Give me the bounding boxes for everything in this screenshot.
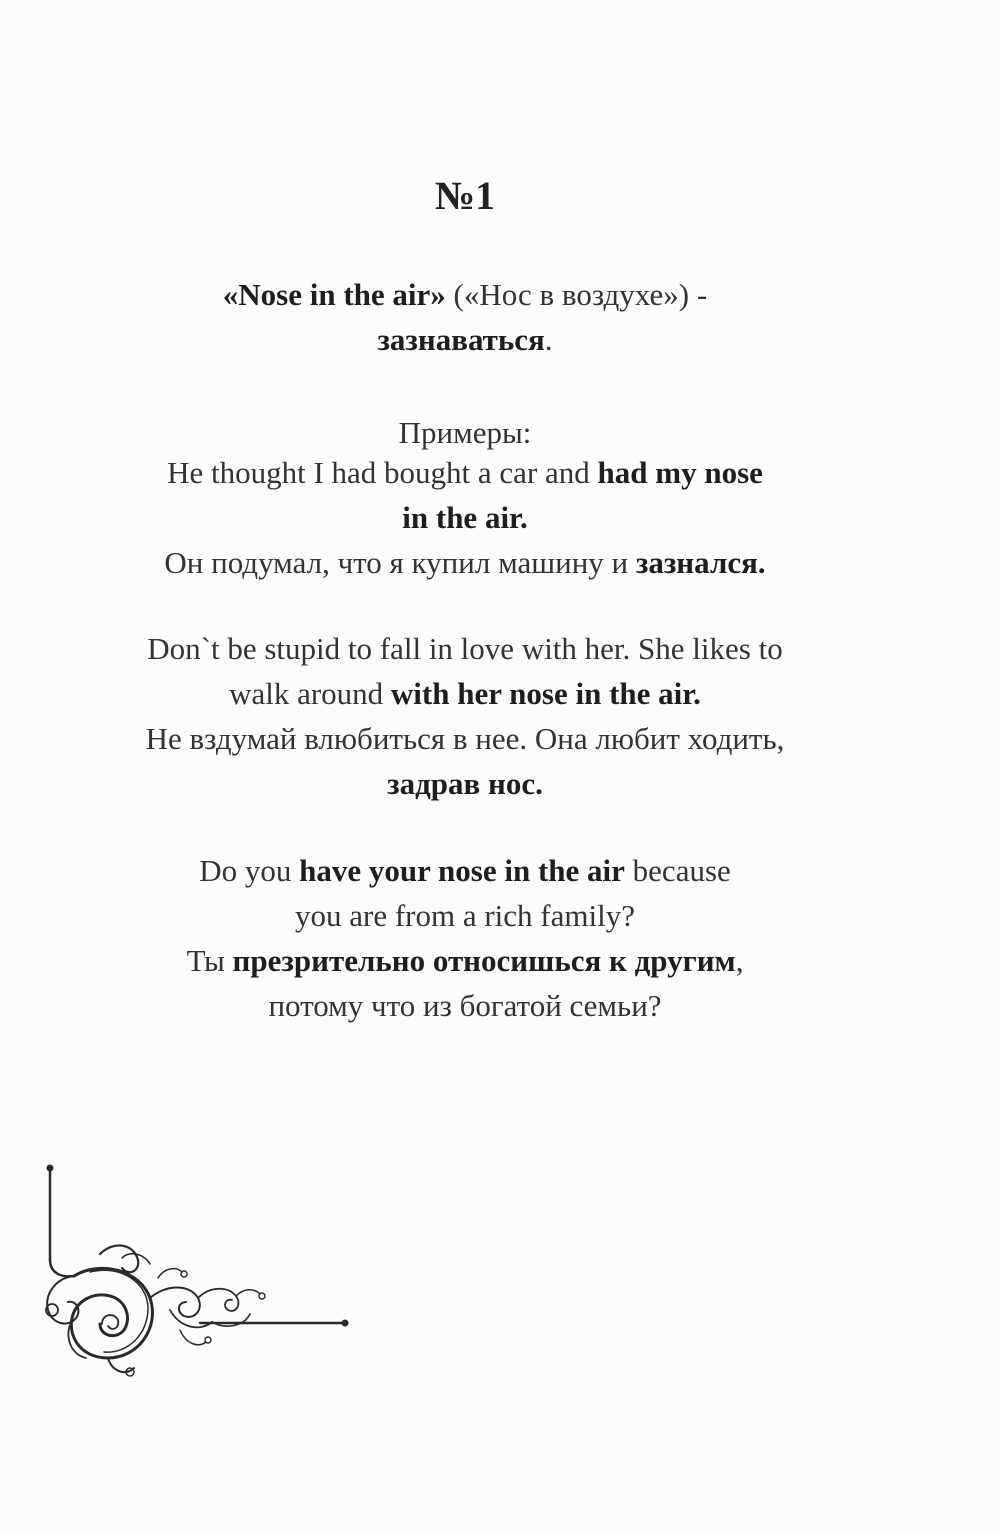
example-1-ru-line (0, 540, 930, 585)
example-3-ru-text-a: Ты (186, 943, 233, 978)
flourish-corner-ornament-icon (30, 1160, 360, 1380)
example-3-ru-text-c: , (735, 943, 744, 978)
example-1-en-idiom: had my nose (597, 455, 763, 490)
examples-label: Примеры: (398, 415, 532, 450)
example-3-en-text-a: Do you (199, 853, 300, 888)
example-1 (0, 450, 930, 585)
example-2-ru-line1: Не вздумай влюбиться в нее. Она любит ходить, (145, 721, 785, 756)
idiom-meaning: зазнаваться (377, 322, 545, 357)
example-3-en-line2: you are from a rich family? (295, 898, 635, 933)
example-2-en-line2 (0, 671, 930, 716)
example-1-en-text: He thought I had bought a car and (167, 455, 598, 490)
idiom-heading-line2 (0, 317, 930, 362)
example-3-en-idiom: have your nose in the air (299, 853, 625, 888)
example-1-ru-text: Он подумал, что я купил машину и (164, 545, 636, 580)
example-1-ru-idiom: зазнался. (635, 545, 766, 580)
example-1-en-line2: in the air. (402, 500, 528, 535)
example-3-en-text-c: because (624, 853, 731, 888)
example-2 (0, 626, 930, 806)
example-2-en-line1: Don`t be stupid to fall in love with her. She likes to (147, 631, 783, 666)
idiom-meaning-period: . (544, 322, 553, 357)
example-3-ru-line1 (0, 938, 930, 983)
idiom-heading-line1 (0, 272, 930, 317)
example-3-ru-idiom: презрительно относишься к другим (232, 943, 736, 978)
example-1-en-line1 (0, 450, 930, 495)
entry-number: №1 (434, 173, 496, 218)
example-3-ru-line2: потому что из богатой семьи? (268, 988, 662, 1023)
example-3-en-line1 (0, 848, 930, 893)
example-3 (0, 848, 930, 1028)
idiom-heading (0, 272, 930, 362)
idiom-literal-translation: («Нос в воздухе») - (445, 277, 708, 312)
idiom-english: «Nose in the air» (222, 277, 446, 312)
example-2-en-text: walk around (229, 676, 391, 711)
example-2-en-idiom: with her nose in the air. (390, 676, 701, 711)
example-2-ru-line2: задрав нос. (387, 766, 543, 801)
